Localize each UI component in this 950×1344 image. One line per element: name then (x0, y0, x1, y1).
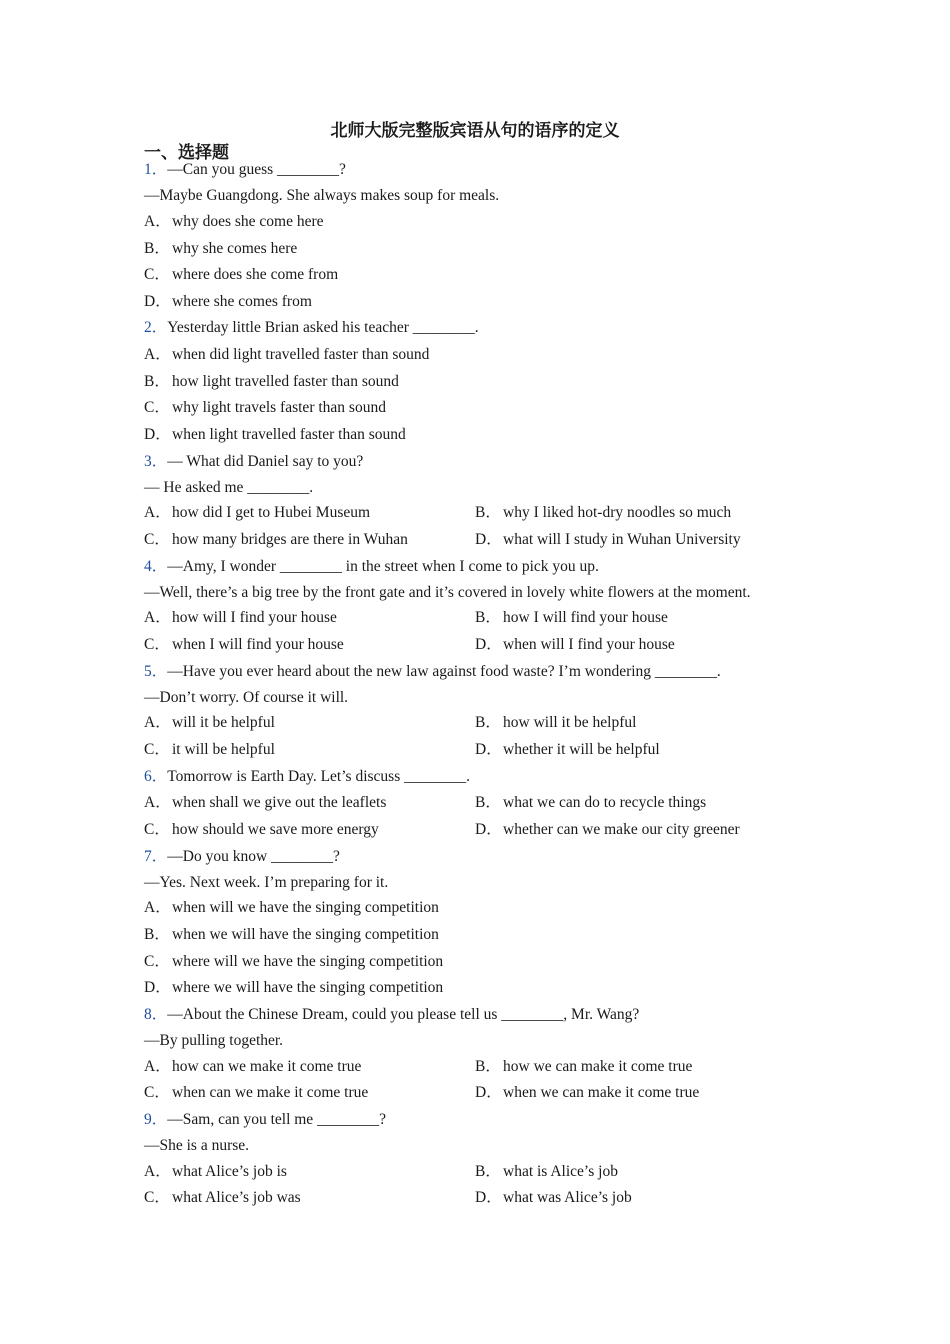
option-label: D． (475, 636, 502, 653)
question-number: 4． (144, 558, 168, 575)
question-5-stem (144, 662, 721, 682)
option-text: where she comes from (172, 293, 312, 310)
question-text: —Can you guess ________? (167, 161, 346, 178)
option-d (475, 820, 740, 840)
option-a (144, 713, 275, 733)
question-number: 2． (144, 319, 168, 336)
option-label: C． (144, 1189, 170, 1206)
option-a (144, 503, 370, 523)
option-label: C． (144, 531, 170, 548)
option-b (144, 239, 297, 259)
option-text: what was Alice’s job (503, 1189, 632, 1206)
option-text: what we can do to recycle things (503, 794, 707, 811)
option-text: when will we have the singing competition (172, 899, 439, 916)
option-b (475, 608, 668, 628)
option-d (144, 978, 443, 998)
option-text: what will I study in Wuhan University (503, 531, 741, 548)
option-text: when we will have the singing competition (172, 926, 439, 943)
option-label: D． (475, 741, 502, 758)
option-text: when I will find your house (172, 636, 344, 653)
option-label: B． (144, 373, 170, 390)
option-c (144, 530, 408, 550)
option-d (144, 292, 312, 312)
option-label: C． (144, 741, 170, 758)
option-label: A． (144, 794, 171, 811)
option-text: how will I find your house (172, 609, 337, 626)
option-label: B． (475, 794, 501, 811)
option-label: A． (144, 714, 171, 731)
question-text: —Sam, can you tell me ________? (167, 1111, 386, 1128)
option-a (144, 212, 324, 232)
option-label: D． (144, 293, 171, 310)
option-label: B． (144, 926, 170, 943)
option-label: D． (475, 1084, 502, 1101)
question-text: —Have you ever heard about the new law against food waste? I’m wondering ________. (167, 663, 721, 680)
question-3-dialog: — He asked me ________. (144, 479, 314, 496)
option-label: D． (144, 979, 171, 996)
option-label: C． (144, 399, 170, 416)
option-text: where will we have the singing competition (172, 953, 444, 970)
option-text: why light travels faster than sound (172, 399, 386, 416)
option-b (475, 1162, 618, 1182)
option-c (144, 952, 443, 972)
option-text: will it be helpful (172, 714, 275, 731)
option-text: when light travelled faster than sound (172, 426, 406, 443)
option-text: how can we make it come true (172, 1058, 362, 1075)
option-label: A． (144, 346, 171, 363)
option-text: whether it will be helpful (503, 741, 660, 758)
question-2-stem (144, 318, 479, 338)
option-label: B． (475, 1163, 501, 1180)
option-label: B． (475, 504, 501, 521)
option-a (144, 898, 439, 918)
option-b (144, 925, 439, 945)
question-number: 8． (144, 1006, 168, 1023)
option-d (475, 1188, 632, 1208)
option-label: A． (144, 213, 171, 230)
question-number: 3． (144, 453, 168, 470)
question-3-stem (144, 452, 363, 472)
section-heading: 一、选择题 (144, 143, 229, 163)
option-text: how did I get to Hubei Museum (172, 504, 371, 521)
option-text: how will it be helpful (503, 714, 637, 731)
option-label: C． (144, 636, 170, 653)
option-text: how many bridges are there in Wuhan (172, 531, 408, 548)
question-text: —About the Chinese Dream, could you please tell us ________, Mr. Wang? (167, 1006, 640, 1023)
option-d (475, 530, 741, 550)
option-text: why I liked hot-dry noodles so much (503, 504, 732, 521)
option-b (475, 503, 731, 523)
option-d (475, 740, 660, 760)
question-text: Yesterday little Brian asked his teacher ________. (167, 319, 479, 336)
option-a (144, 1162, 287, 1182)
option-text: what Alice’s job is (172, 1163, 287, 1180)
option-text: whether can we make our city greener (503, 821, 740, 838)
option-text: why she comes here (172, 240, 298, 257)
option-c (144, 635, 344, 655)
option-d (144, 425, 406, 445)
option-text: when did light travelled faster than sound (172, 346, 430, 363)
option-a (144, 608, 337, 628)
question-7-dialog: —Yes. Next week. I’m preparing for it. (144, 874, 389, 891)
option-text: what Alice’s job was (172, 1189, 301, 1206)
option-text: when shall we give out the leaflets (172, 794, 387, 811)
option-b (475, 1057, 692, 1077)
question-8-stem (144, 1005, 639, 1025)
option-text: where does she come from (172, 266, 339, 283)
option-text: when can we make it come true (172, 1084, 369, 1101)
option-text: when we can make it come true (503, 1084, 700, 1101)
option-a (144, 1057, 361, 1077)
option-label: B． (475, 1058, 501, 1075)
question-7-stem (144, 847, 340, 867)
question-text: Tomorrow is Earth Day. Let’s discuss ________. (167, 768, 470, 785)
option-a (144, 793, 386, 813)
option-d (475, 1083, 699, 1103)
question-9-stem (144, 1110, 386, 1130)
option-text: why does she come here (172, 213, 324, 230)
question-9-dialog: —She is a nurse. (144, 1137, 250, 1154)
option-a (144, 345, 429, 365)
option-c (144, 398, 386, 418)
option-label: A． (144, 609, 171, 626)
question-4-dialog: —Well, there’s a big tree by the front gate and it’s covered in lovely white flowers at the moment. (144, 584, 751, 601)
page-title: 北师大版完整版宾语从句的语序的定义 (330, 121, 620, 141)
option-label: C． (144, 821, 170, 838)
option-d (475, 635, 675, 655)
option-c (144, 740, 275, 760)
question-number: 9． (144, 1111, 168, 1128)
question-number: 1． (144, 161, 168, 178)
option-label: D． (475, 821, 502, 838)
option-b (144, 372, 399, 392)
option-c (144, 265, 338, 285)
question-text: — What did Daniel say to you? (167, 453, 364, 470)
question-text: —Amy, I wonder ________ in the street when I come to pick you up. (167, 558, 599, 575)
option-label: C． (144, 1084, 170, 1101)
question-5-dialog: —Don’t worry. Of course it will. (144, 689, 349, 706)
question-1-dialog: —Maybe Guangdong. She always makes soup for meals. (144, 187, 500, 204)
option-label: B． (475, 609, 501, 626)
option-text: how should we save more energy (172, 821, 379, 838)
option-label: D． (475, 1189, 502, 1206)
question-number: 7． (144, 848, 168, 865)
option-text: how light travelled faster than sound (172, 373, 399, 390)
option-label: C． (144, 953, 170, 970)
option-label: A． (144, 1163, 171, 1180)
question-1-stem (144, 160, 346, 180)
option-label: C． (144, 266, 170, 283)
option-text: how I will find your house (503, 609, 668, 626)
question-6-stem (144, 767, 470, 787)
option-b (475, 713, 636, 733)
option-c (144, 1083, 368, 1103)
option-text: where we will have the singing competition (172, 979, 444, 996)
question-number: 5． (144, 663, 168, 680)
option-label: A． (144, 504, 171, 521)
option-label: A． (144, 1058, 171, 1075)
option-label: A． (144, 899, 171, 916)
question-number: 6． (144, 768, 168, 785)
option-label: B． (144, 240, 170, 257)
question-4-stem (144, 557, 599, 577)
option-b (475, 793, 706, 813)
question-8-dialog: —By pulling together. (144, 1032, 284, 1049)
option-c (144, 820, 379, 840)
option-text: what is Alice’s job (503, 1163, 618, 1180)
option-label: D． (144, 426, 171, 443)
option-text: how we can make it come true (503, 1058, 693, 1075)
question-text: —Do you know ________? (167, 848, 340, 865)
option-text: it will be helpful (172, 741, 275, 758)
option-label: D． (475, 531, 502, 548)
option-c (144, 1188, 301, 1208)
option-label: B． (475, 714, 501, 731)
option-text: when will I find your house (503, 636, 675, 653)
